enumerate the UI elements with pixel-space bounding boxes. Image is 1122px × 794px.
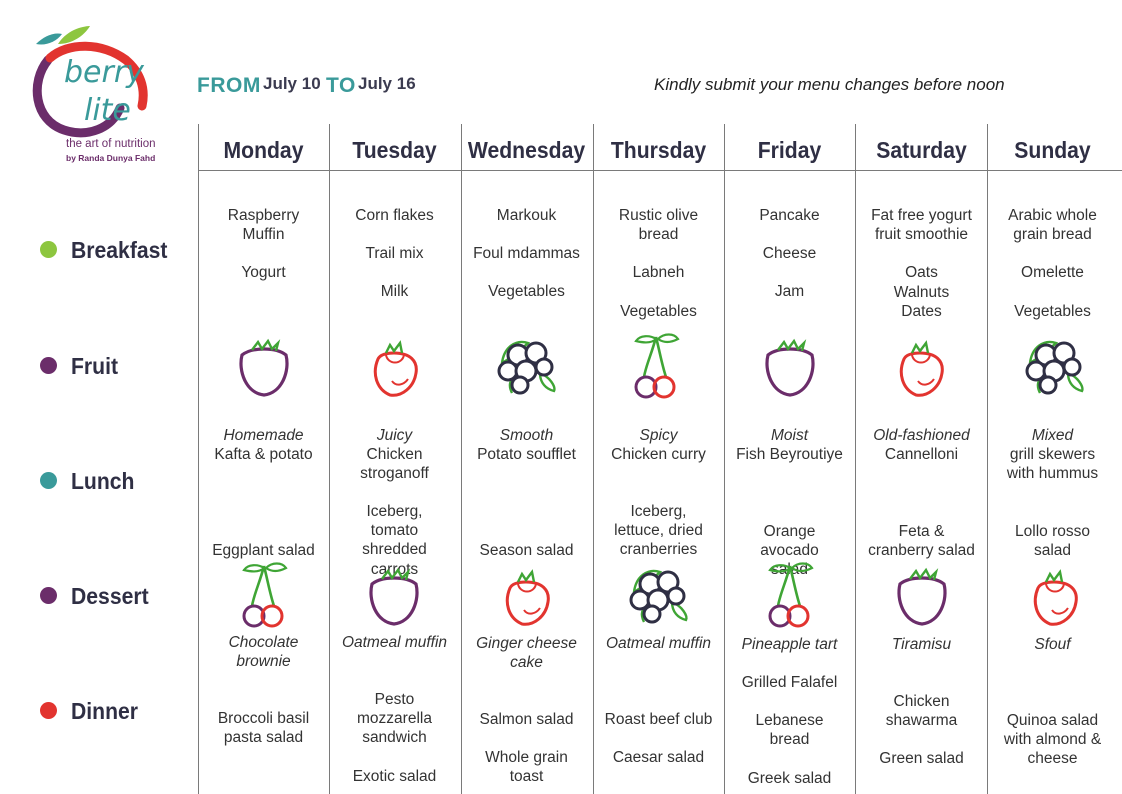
dessert-thursday: Oatmeal muffin [605,635,712,652]
breakfast-cell-sunday: Arabic whole grain bread Omelette Vegetables [1008,207,1097,320]
dessert-wednesday: Ginger cheese cake [476,635,577,672]
logo-tagline: the art of nutrition [66,138,156,150]
meal-label-dessert: Dessert [40,583,155,610]
dinner-cell-thursday: Roast beef club Caesar salad [604,711,713,767]
cherries-icon [760,562,824,628]
lunch-side-thursday: Iceberg, lettuce, dried cranberries [614,503,703,559]
plum-icon [232,337,296,403]
dinner-cell-friday: Grilled Falafel Lebanese bread Greek salad [741,674,838,787]
breakfast-cell-thursday: Rustic olive bread Labneh Vegetables [618,207,699,320]
dinner-cell-monday: Broccoli basil pasta salad [217,710,310,747]
lunch-dot-icon [40,472,57,489]
dessert-tuesday: Oatmeal muffin [341,634,448,651]
from-date: July 10 [263,74,321,93]
breakfast-cell-saturday: Fat free yogurt fruit smoothie Oats Walnuts Dates [871,207,972,320]
fruit-dot-icon [40,357,57,374]
to-label: TO [326,74,356,97]
dinner-dot-icon [40,702,57,719]
raspberry-icon [888,337,952,403]
logo-graphic [28,20,178,140]
blueberries-icon [626,562,690,628]
logo-text-lite: lite [84,93,131,128]
blueberries-icon [1022,333,1086,399]
lunch-main-monday: Homemade Kafta & potato [214,427,313,464]
lunch-side-wednesday: Season salad [479,542,574,559]
blueberries-icon [494,333,558,399]
breakfast-cell-monday: Raspberry Muffin Yogurt [227,207,300,282]
logo-byline: by Randa Dunya Fahd [66,153,156,163]
meal-label-dinner: Dinner [40,698,144,725]
to-date: July 16 [358,74,416,93]
cherries-icon [626,333,690,399]
plum-icon [758,337,822,403]
dinner-cell-wednesday: Salmon salad Whole grain toast [479,711,574,786]
lunch-side-friday: Orange avocado salad [760,523,819,579]
meal-label-breakfast: Breakfast [40,237,176,264]
lunch-main-wednesday: Smooth Potato soufflet [477,427,576,464]
lunch-main-thursday: Spicy Chicken curry [611,427,706,464]
breakfast-dot-icon [40,241,57,258]
lunch-side-saturday: Feta & cranberry salad [868,523,975,560]
day-header-wednesday: Wednesday [467,137,586,163]
breakfast-cell-wednesday: Markouk Foul mdammas Vegetables [473,207,580,301]
dessert-monday: Chocolate brownie [228,634,299,671]
lunch-side-monday: Eggplant salad [212,542,315,559]
raspberry-icon [362,337,426,403]
raspberry-icon [494,566,558,632]
meal-label-fruit: Fruit [40,353,122,380]
day-header-monday: Monday [223,137,304,163]
plum-icon [890,566,954,632]
dessert-sunday: Sfouf [1034,636,1071,653]
meal-label-lunch: Lunch [40,468,140,495]
breakfast-cell-tuesday: Corn flakes Trail mix Milk [355,207,434,301]
header-divider [199,170,1122,171]
cherries-icon [234,562,298,628]
submission-notice: Kindly submit your menu changes before noon [654,75,1005,94]
breakfast-cell-friday: Pancake Cheese Jam [759,207,820,301]
day-header-saturday: Saturday [876,137,967,163]
berry-lite-logo [28,20,178,170]
day-header-tuesday: Tuesday [352,137,437,163]
lunch-main-saturday: Old-fashioned Cannelloni [873,427,970,464]
lunch-main-tuesday: Juicy Chicken stroganoff [360,427,429,483]
day-header-sunday: Sunday [1014,137,1091,163]
plum-icon [362,566,426,632]
lunch-side-tuesday: Iceberg, tomato shredded carrots [362,503,427,578]
logo-text-berry: berry [64,55,144,90]
dessert-saturday: Tiramisu [891,636,952,653]
lunch-main-sunday: Mixed grill skewers with hummus [1006,427,1099,483]
from-label: FROM [197,74,261,97]
raspberry-icon [1022,566,1086,632]
lunch-main-friday: Moist Fish Beyroutiye [736,427,843,464]
lunch-side-sunday: Lollo rosso salad [1015,523,1090,560]
dinner-cell-sunday: Quinoa salad with almond & cheese [1003,712,1102,768]
dinner-cell-saturday: Chicken shawarma Green salad [879,693,964,768]
dinner-cell-tuesday: Pesto mozzarella sandwich Exotic salad [352,691,437,785]
day-header-friday: Friday [757,137,822,163]
dessert-friday: Pineapple tart [741,636,838,653]
day-header-thursday: Thursday [610,137,707,163]
dessert-dot-icon [40,587,57,604]
